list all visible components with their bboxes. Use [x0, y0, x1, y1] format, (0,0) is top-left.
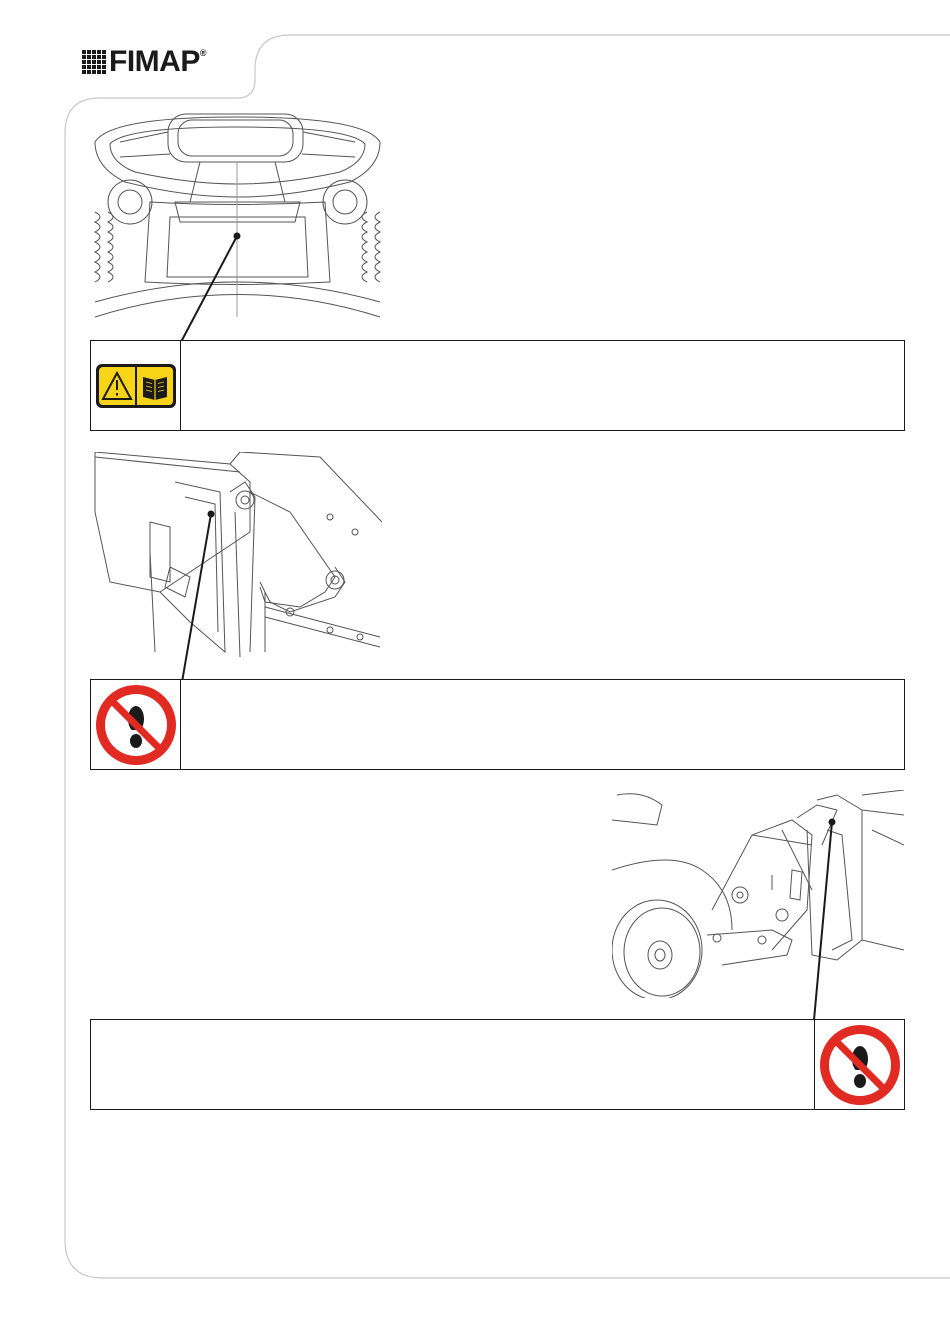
warning-text-2 [181, 680, 904, 769]
leader-line-3 [805, 814, 845, 1024]
rear-wheel-squeegee-linkage-illustration [612, 790, 904, 998]
icon-cell [91, 341, 181, 430]
icon-cell [814, 1020, 904, 1109]
logo-dot-pattern [82, 50, 106, 74]
no-stepping-icon [818, 1023, 902, 1107]
side-panel-linkage-illustration [90, 452, 382, 657]
warning-text-3 [91, 1020, 814, 1109]
no-stepping-icon [94, 683, 178, 767]
leader-line-1 [175, 228, 245, 348]
leader-line-2 [176, 506, 221, 686]
warning-text-1 [181, 341, 904, 430]
registered-mark: ® [199, 48, 207, 58]
icon-cell [91, 680, 181, 769]
warning-box-3 [90, 1019, 905, 1110]
warning-read-manual-icon [95, 363, 177, 409]
warning-box-1 [90, 340, 905, 431]
fimap-logo [82, 44, 206, 80]
brand-name: FIMAP [109, 45, 200, 78]
warning-box-2 [90, 679, 905, 770]
